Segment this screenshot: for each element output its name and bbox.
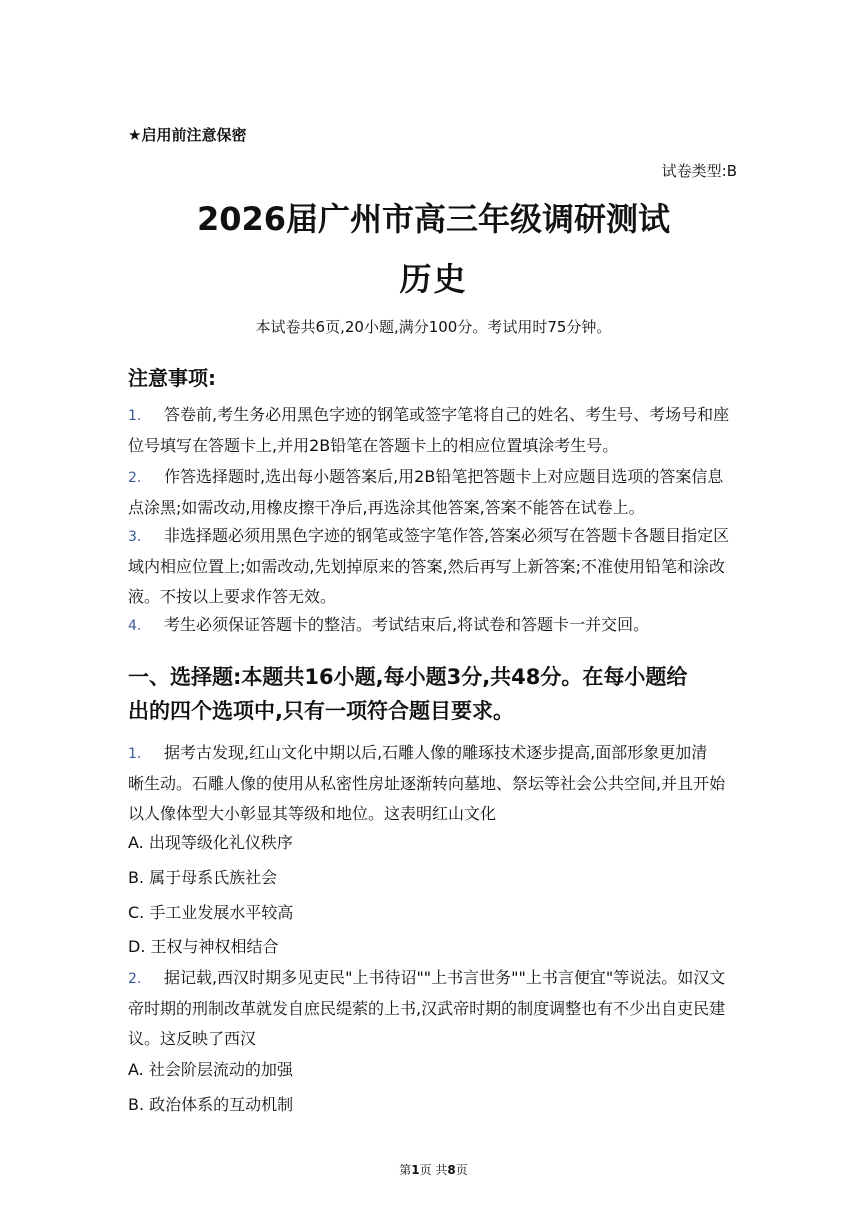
question-text: 据记载,西汉时期多见吏民"上书待诏""上书言世务""上书言便宜"等说法。如汉文 — [164, 968, 726, 987]
footer-prefix: 第 — [399, 1163, 412, 1177]
notice-item-line — [128, 462, 738, 493]
notice-item — [128, 610, 738, 641]
paper-type-label: 试卷类型:B — [661, 162, 737, 180]
question-line: 议。这反映了西汉 — [128, 1029, 257, 1048]
answer-option: B. 政治体系的互动机制 — [128, 1095, 294, 1114]
footer-mid: 页 共 — [419, 1163, 448, 1177]
question-line: 帝时期的刑制改革就发自庶民缇萦的上书,汉武帝时期的制度调整也有不少出自吏民建 — [128, 999, 726, 1018]
footer-total-pages: 8 — [447, 1163, 456, 1177]
exam-info: 本试卷共6页,20小题,满分100分。考试用时75分钟。 — [255, 318, 612, 336]
notice-heading: 注意事项: — [128, 366, 216, 390]
notice-item-text: 答卷前,考生务必用黑色字迹的钢笔或签字笔将自己的姓名、考生号、考场号和座 — [164, 405, 730, 424]
section-heading — [128, 660, 738, 728]
question-number: 2. — [128, 971, 142, 987]
answer-option: C. 手工业发展水平较高 — [128, 903, 294, 922]
notice-item — [128, 400, 738, 461]
notice-item-number: 1. — [128, 408, 142, 424]
question-text: 据考古发现,红山文化中期以后,石雕人像的雕琢技术逐步提高,面部形象更加清 — [164, 743, 708, 762]
notice-item-number: 4. — [128, 618, 142, 634]
question-line — [128, 963, 738, 994]
section-heading-line: 一、选择题:本题共16小题,每小题3分,共48分。在每小题给 — [128, 665, 688, 689]
notice-item — [128, 521, 738, 612]
confidential-label: ★启用前注意保密 — [128, 126, 247, 144]
notice-item — [128, 462, 738, 523]
answer-option: A. 社会阶层流动的加强 — [128, 1060, 293, 1079]
notice-item-line: 点涂黑;如需改动,用橡皮擦干净后,再选涂其他答案,答案不能答在试卷上。 — [128, 498, 645, 517]
answer-option: D. 王权与神权相结合 — [128, 937, 279, 956]
notice-item-text: 考生必须保证答题卡的整洁。考试结束后,将试卷和答题卡一并交回。 — [164, 615, 650, 634]
notice-item-line — [128, 400, 738, 431]
exam-subject: 历史 — [399, 260, 468, 298]
notice-item-text: 非选择题必须用黑色字迹的钢笔或签字笔作答,答案必须写在答题卡各题目指定区 — [164, 526, 730, 545]
question-line — [128, 738, 738, 769]
question-line: 以人像体型大小彰显其等级和地位。这表明红山文化 — [128, 804, 497, 823]
page-footer — [0, 1161, 867, 1178]
notice-item-line — [128, 521, 738, 552]
question-stem — [128, 963, 738, 1054]
notice-item-number: 3. — [128, 529, 142, 545]
question-line: 晰生动。石雕人像的使用从私密性房址逐渐转向墓地、祭坛等社会公共空间,并且开始 — [128, 774, 726, 793]
notice-item-number: 2. — [128, 470, 142, 486]
section-heading-line: 出的四个选项中,只有一项符合题目要求。 — [128, 699, 514, 723]
answer-option: A. 出现等级化礼仪秩序 — [128, 833, 293, 852]
question-number: 1. — [128, 746, 142, 762]
footer-page-number: 1 — [411, 1163, 420, 1177]
notice-item-line: 域内相应位置上;如需改动,先划掉原来的答案,然后再写上新答案;不准使用铅笔和涂改 — [128, 557, 725, 576]
notice-item-line: 液。不按以上要求作答无效。 — [128, 587, 337, 606]
exam-title: 2026届广州市高三年级调研测试 — [196, 200, 671, 238]
notice-item-line — [128, 610, 738, 641]
footer-suffix: 页 — [455, 1163, 468, 1177]
answer-option: B. 属于母系氏族社会 — [128, 868, 278, 887]
notice-item-line: 位号填写在答题卡上,并用2B铅笔在答题卡上的相应位置填涂考生号。 — [128, 436, 619, 455]
question-stem — [128, 738, 738, 829]
notice-item-text: 作答选择题时,选出每小题答案后,用2B铅笔把答题卡上对应题目选项的答案信息 — [164, 467, 724, 486]
